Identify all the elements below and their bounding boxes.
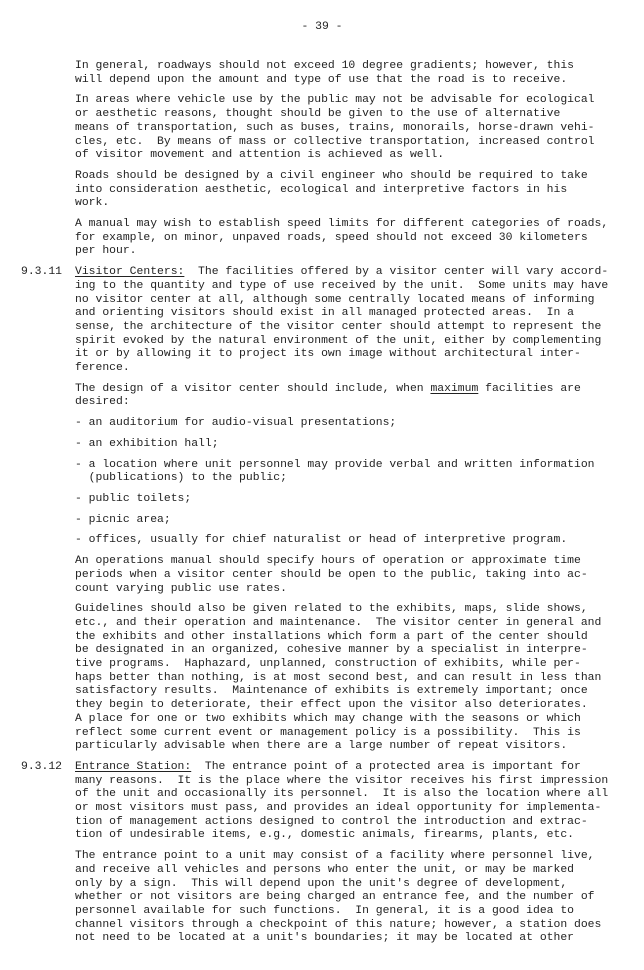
emphasized-word: maximum (430, 382, 479, 395)
paragraph (75, 383, 635, 410)
text-line: The entrance point to a unit may consist of a facility where personnel live, (75, 850, 595, 863)
text-line: of visitor movement and attention is achieved as well. (75, 149, 445, 162)
text-line: reflect some current event or management policy is a possibility. This is (75, 726, 581, 739)
text-line: tion of undesirable items, e.g., domestic animals, firearms, plants, etc. (75, 829, 574, 842)
text-line: - offices, usually for chief naturalist or head of interpretive program. (75, 534, 568, 547)
text-line: means of transportation, such as buses, trains, monorails, horse-drawn vehi- (75, 121, 595, 134)
text-line: In general, roadways should not exceed 10 degree gradients; however, this (75, 60, 574, 72)
section-heading: Entrance Station: (75, 760, 192, 773)
text-line: tion of management actions designed to control the introduction and extrac- (75, 815, 588, 828)
text-line: - public toilets; (75, 492, 192, 505)
text-line: they begin to deteriorate, their effect upon the visitor also deteriorates. (75, 699, 588, 712)
text-segment: facilities are (478, 382, 581, 395)
text-line: - an auditorium for audio-visual presentations; (75, 417, 397, 430)
text-line: Roads should be designed by a civil engineer who should be required to take (75, 169, 588, 182)
text-line: (publications) to the public; (75, 472, 287, 485)
text-line: not need to be located at a unit's boundaries; it may be located at other (75, 932, 574, 945)
list-item (75, 493, 635, 507)
text-line: for example, on minor, unpaved roads, speed should not exceed 30 kilometers (75, 231, 588, 244)
text-line: periods when a visitor center should be open to the public, taking into ac- (75, 568, 588, 581)
paragraph (75, 850, 635, 946)
text-line: will depend upon the amount and type of use that the road is to receive. (75, 73, 568, 86)
text-line: into consideration aesthetic, ecological and interpretive factors in his (75, 183, 568, 196)
text-line (75, 383, 635, 397)
text-line: many reasons. It is the place where the visitor receives his first impression (75, 774, 609, 787)
text-line: - a location where unit personnel may provide verbal and written information (75, 458, 595, 471)
list-item (75, 459, 635, 486)
text-line: sense, the architecture of the visitor center should attempt to represent the (75, 320, 602, 333)
section-number: 9.3.12 (21, 760, 63, 773)
text-line: etc., and their operation and maintenance. The visitor center in general and (75, 616, 602, 629)
text-line: count varying public use rates. (75, 582, 287, 595)
text-line: A manual may wish to establish speed limits for different categories of roads, (75, 218, 609, 231)
paragraph (75, 170, 635, 211)
text-line: be designated in an organized, cohesive manner by a specialist in interpre- (75, 644, 588, 657)
text-line: ing to the quantity and type of use received by the unit. Some units may have (75, 279, 609, 292)
text-line: the exhibits and other installations which form a part of the center should (75, 630, 588, 643)
text-line: particularly advisable when there are a large number of repeat visitors. (75, 740, 568, 753)
text-line (75, 761, 635, 775)
text-segment: The entrance point of a protected area is important for (191, 760, 581, 773)
text-segment: The facilities offered by a visitor center will vary accord- (184, 266, 609, 279)
text-line: - an exhibition hall; (75, 437, 219, 450)
text-line: personnel available for such functions. In general, it is a good idea to (75, 904, 574, 917)
paragraph (75, 218, 635, 259)
text-line: of the unit and occasionally its personnel. It is also the location where all (75, 788, 609, 801)
document-body (21, 60, 635, 953)
text-line: Guidelines should also be given related to the exhibits, maps, slide shows, (75, 603, 588, 616)
paragraph (75, 603, 635, 754)
list-item (75, 417, 635, 431)
text-line: or most visitors must pass, and provides an ideal opportunity for implementa- (75, 802, 602, 815)
text-line: channel visitors through a checkpoint of this nature; however, a station does (75, 918, 602, 931)
page-number: - 39 - (301, 21, 343, 33)
section-number: 9.3.11 (21, 266, 63, 279)
section-heading: Visitor Centers: (75, 266, 185, 279)
list-item (75, 534, 635, 548)
text-line: tive programs. Haphazard, unplanned, construction of exhibits, while per- (75, 658, 581, 671)
paragraph (75, 555, 635, 596)
text-line: A place for one or two exhibits which may change with the seasons or which (75, 712, 581, 725)
text-line: spirit evoked by the natural environment of the unit, either by complementing (75, 334, 602, 347)
text-line: In areas where vehicle use by the public may not be advisable for ecological (75, 94, 595, 107)
text-line: only by a sign. This will depend upon the unit's degree of development, (75, 877, 568, 890)
text-line: per hour. (75, 245, 137, 258)
text-line: and orienting visitors should exist in all managed protected areas. In a (75, 307, 574, 320)
text-line: - picnic area; (75, 513, 171, 526)
text-line: or aesthetic reasons, thought should be given to the use of alternative (75, 108, 561, 121)
text-line: and receive all vehicles and persons who enter the unit, or may be marked (75, 863, 574, 876)
text-line: work. (75, 197, 110, 210)
text-line: no visitor center at all, although some centrally located means of informing (75, 293, 595, 306)
text-line: An operations manual should specify hours of operation or approximate time (75, 555, 581, 568)
text-line: whether or not visitors are being charged an entrance fee, and the number of (75, 891, 595, 904)
text-line: cles, etc. By means of mass or collective transportation, increased control (75, 135, 595, 148)
text-line: desired: (75, 396, 130, 409)
section (21, 266, 635, 376)
list-item (75, 514, 635, 528)
text-line: haps better than nothing, is at most second best, and can result in less than (75, 671, 602, 684)
paragraph (75, 60, 635, 87)
text-line: ference. (75, 362, 130, 375)
list-item (75, 438, 635, 452)
paragraph (75, 94, 635, 163)
text-line: it or by allowing it to project its own image without architectural inter- (75, 348, 581, 361)
section (21, 760, 635, 843)
text-line (75, 266, 635, 280)
text-segment: The design of a visitor center should include, when (75, 382, 431, 395)
text-line: satisfactory results. Maintenance of exhibits is extremely important; once (75, 685, 588, 698)
